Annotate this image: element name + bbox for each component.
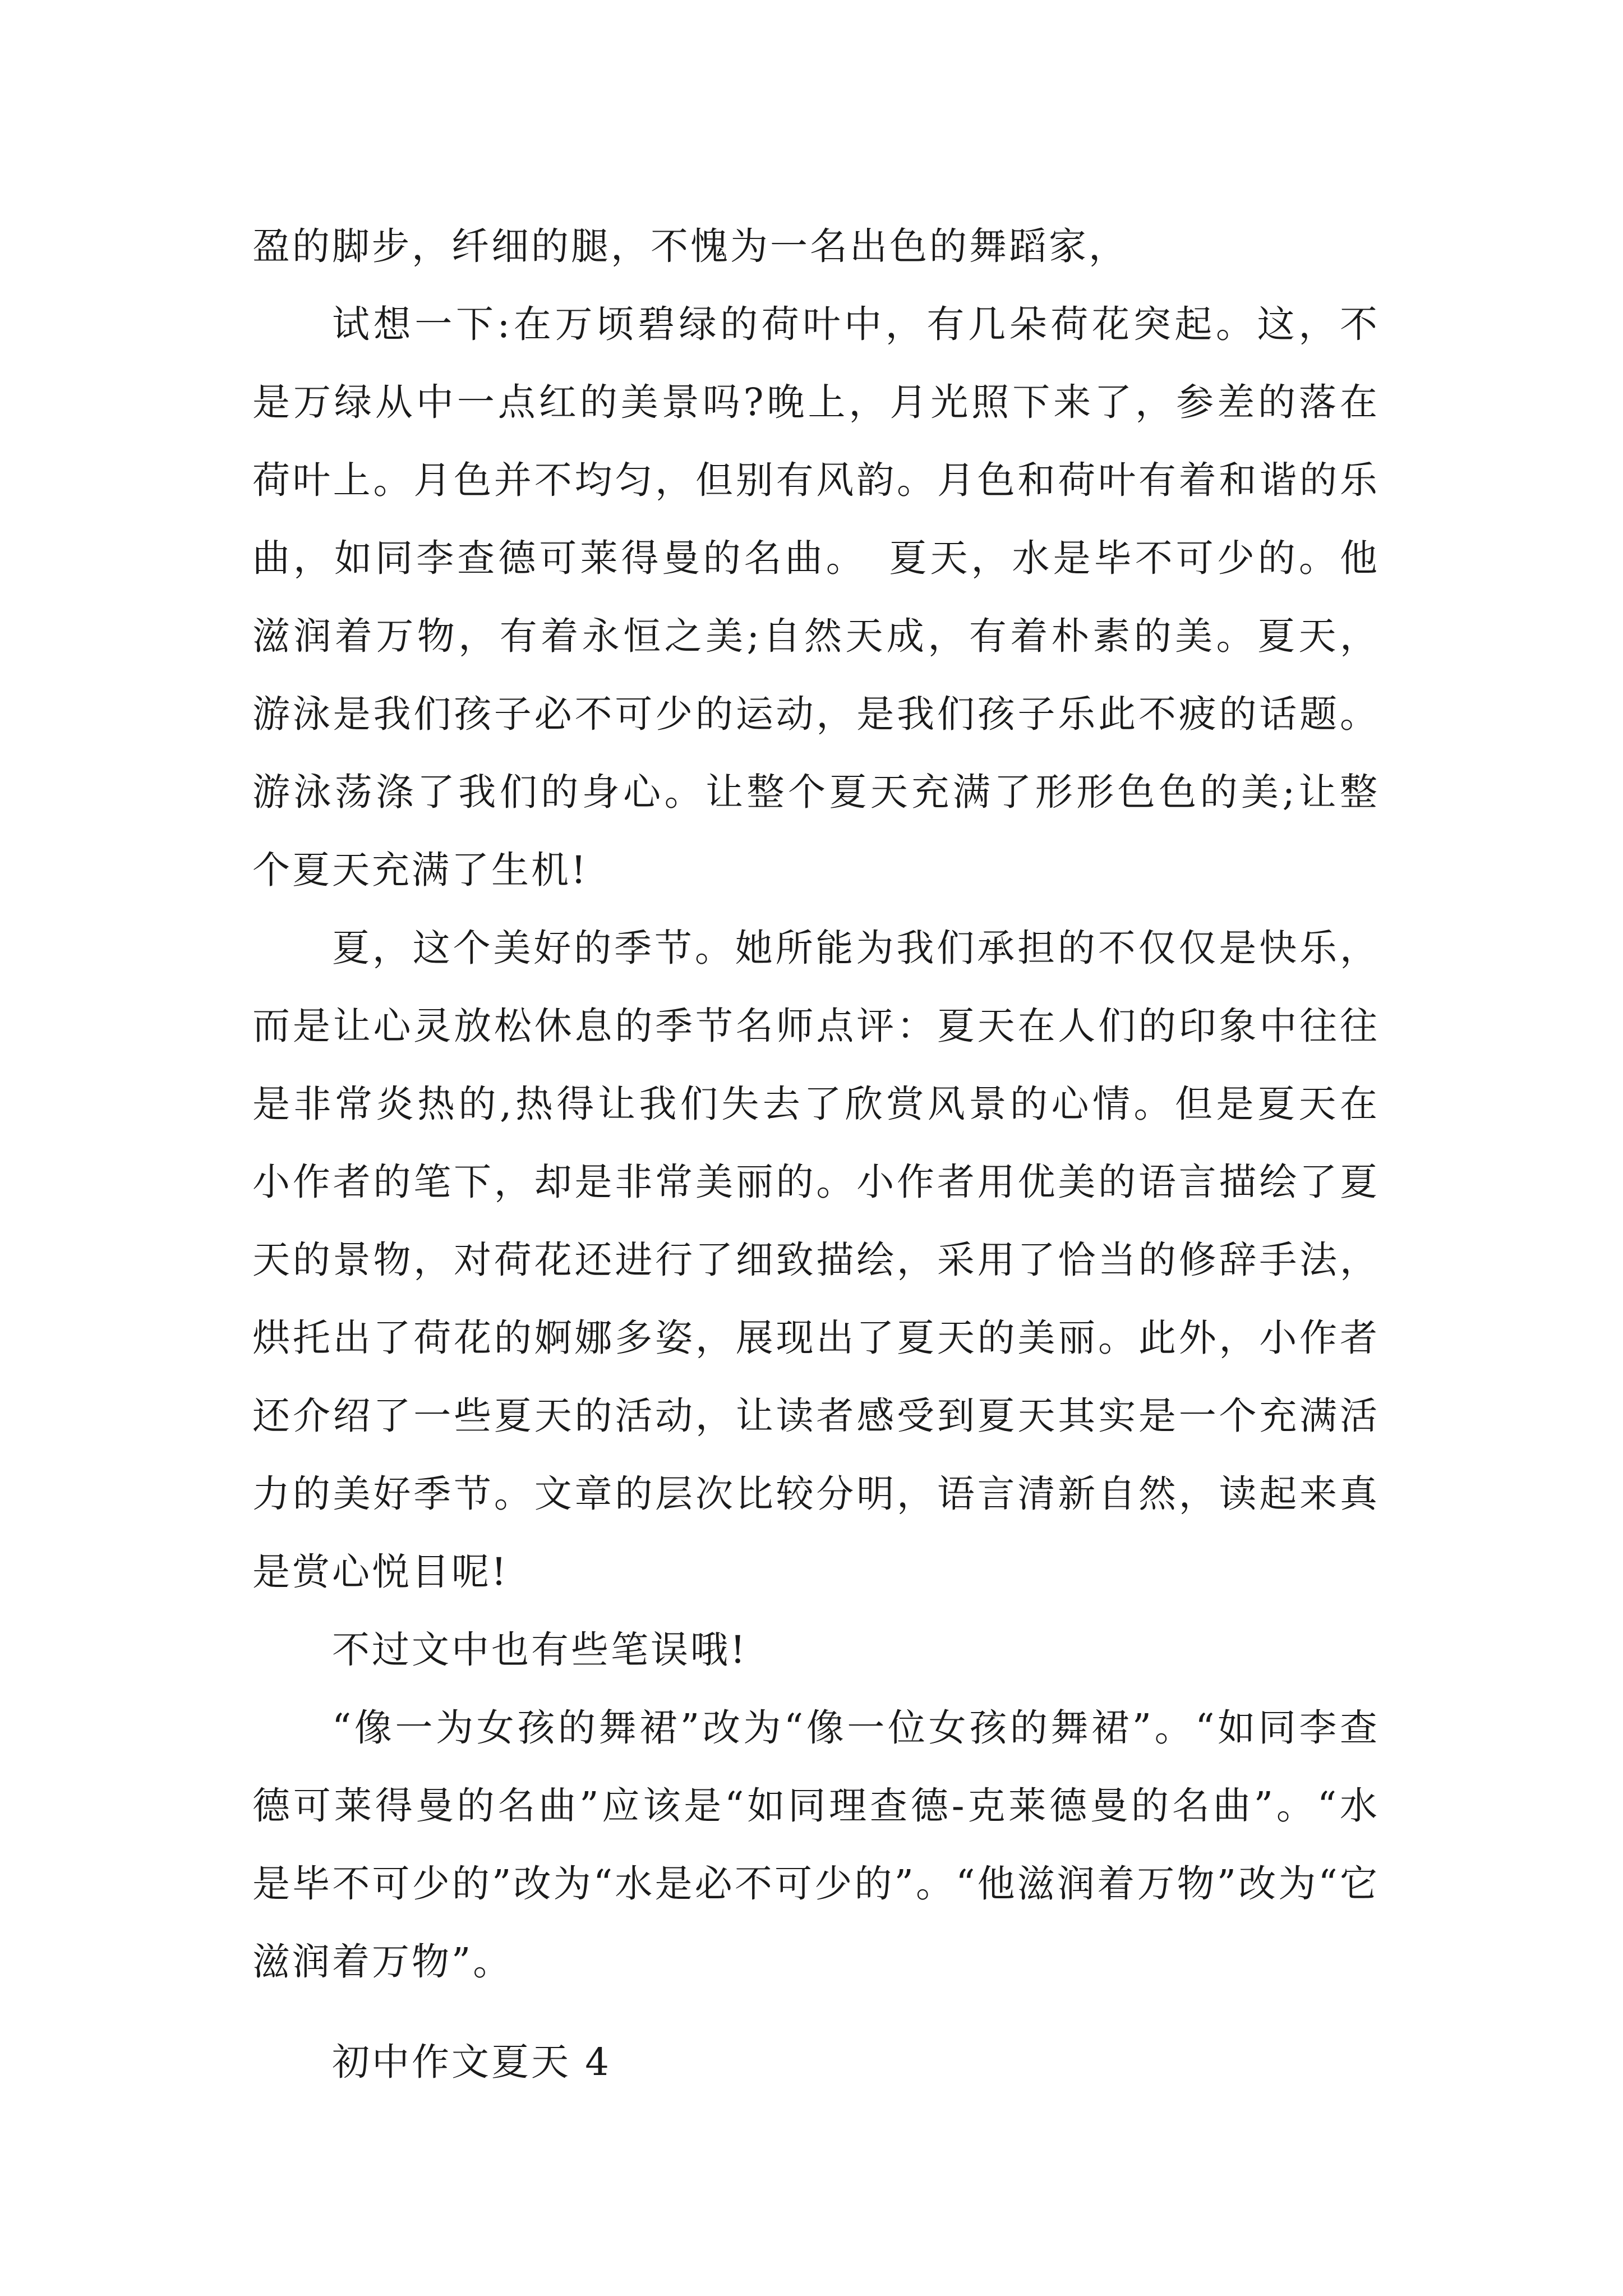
paragraph-3: 夏，这个美好的季节。她所能为我们承担的不仅仅是快乐，而是让心灵放松休息的季节名师点评：夏天在人们的印象中往往是非常炎热的,热得让我们失去了欣赏风景的心情。但是夏天在小作者的笔下，却是非常美丽的。小作者用优美的语言描绘了夏天的景物，对荷花还进行了细致描绘，采用了恰当的修辞手法，烘托出了荷花的婀娜多姿，展现出了夏天的美丽。此外，小作者还介绍了一些夏天的活动，让读者感受到夏天其实是一个充满活力的美好季节。文章的层次比较分明，语言清新自然，读起来真是赏心悦目呢! [252,926,1380,1594]
paragraph-2: 试想一下:在万顷碧绿的荷叶中，有几朵荷花突起。这，不是万绿从中一点红的美景吗?晚上，月光照下来了，参差的落在荷叶上。月色并不均匀，但别有风韵。月色和荷叶有着和谐的乐曲，如同李查德可莱得曼的名曲。 夏天，水是毕不可少的。他滋润着万物，有着永恒之美;自然天成，有着朴素的美。夏天，游泳是我们孩子必不可少的运动，是我们孩子乐此不疲的话题。游泳荡涤了我们的身心。让整个夏天充满了形形色色的美;让整个夏天充满了生机! [252,302,1380,892]
paragraph-5: “像一为女孩的舞裙”改为“像一位女孩的舞裙”。“如同李查德可莱得曼的名曲”应该是“如同理查德-克莱德曼的名曲”。“水是毕不可少的”改为“水是必不可少的”。“他滋润着万物”改为“它滋润着万物”。 [252,1706,1380,1984]
essay-text [252,208,1380,2101]
paragraph-4: 不过文中也有些笔误哦! [332,1628,748,1672]
paragraph-1: 盈的脚步，纤细的腿，不愧为一名出色的舞蹈家， [252,224,1128,268]
section-heading: 初中作文夏天 4 [332,2040,611,2084]
